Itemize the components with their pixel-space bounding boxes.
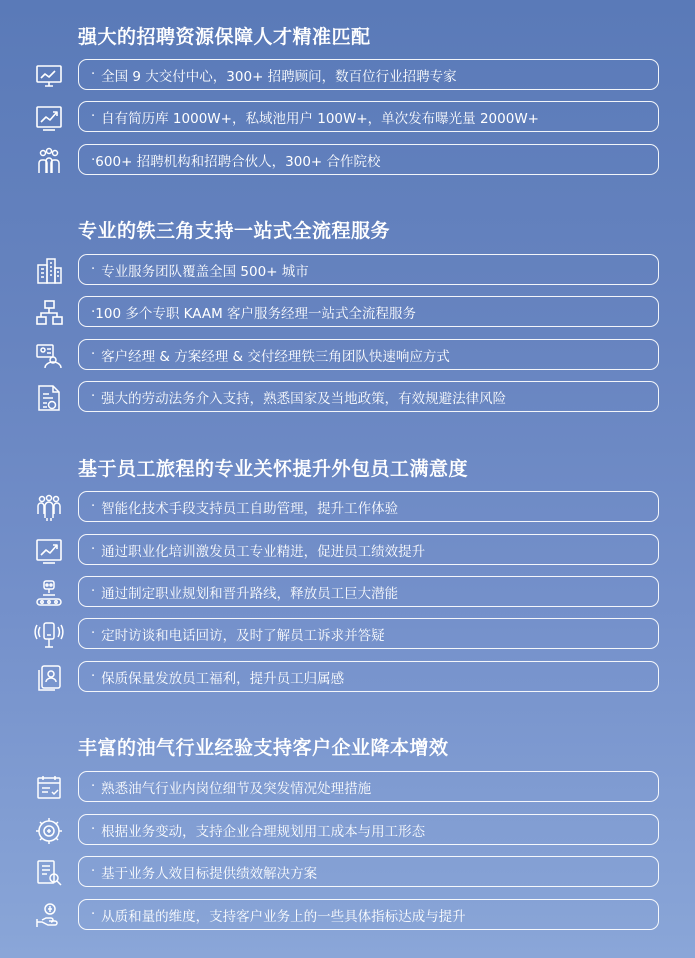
list-item xyxy=(0,899,695,933)
list-item xyxy=(0,856,695,890)
list-item xyxy=(0,101,695,135)
section-title: 丰富的油气行业经验支持客户企业降本增效 xyxy=(78,737,449,759)
buildings-icon xyxy=(33,255,65,287)
hand-coin-icon xyxy=(33,900,65,932)
info-pill: · 全国 9 大交付中心，300+ 招聘顾问，数百位行业招聘专家 xyxy=(78,59,659,90)
list-item xyxy=(0,534,695,568)
list-item xyxy=(0,296,695,330)
list-item xyxy=(0,381,695,415)
org-chart-icon xyxy=(33,297,65,329)
legal-document-icon xyxy=(33,382,65,414)
gear-settings-icon xyxy=(33,815,65,847)
info-pill: · 通过职业化培训激发员工专业精进，促进员工绩效提升 xyxy=(78,534,659,565)
people-group-icon xyxy=(33,492,65,524)
id-card-person-icon xyxy=(33,340,65,372)
info-pill: · 自有简历库 1000W+，私域池用户 100W+，单次发布曝光量 2000W+ xyxy=(78,101,659,132)
info-pill: · 智能化技术手段支持员工自助管理，提升工作体验 xyxy=(78,491,659,522)
trend-chart-icon xyxy=(33,102,65,134)
list-item xyxy=(0,254,695,288)
info-pill: · 根据业务变动，支持企业合理规划用工成本与用工形态 xyxy=(78,814,659,845)
list-item xyxy=(0,59,695,93)
info-pill: · 600+ 招聘机构和招聘合伙人，300+ 合作院校 xyxy=(78,144,659,175)
info-pill: · 定时访谈和电话回访，及时了解员工诉求并答疑 xyxy=(78,618,659,649)
info-pill: · 100 多个专职 KAAM 客户服务经理一站式全流程服务 xyxy=(78,296,659,327)
benefits-document-icon xyxy=(33,662,65,694)
list-item xyxy=(0,814,695,848)
list-item xyxy=(0,339,695,373)
document-search-icon xyxy=(33,857,65,889)
growth-chart-icon xyxy=(33,535,65,567)
info-pill: · 客户经理 & 方案经理 & 交付经理铁三角团队快速响应方式 xyxy=(78,339,659,370)
monitor-chart-icon xyxy=(33,60,65,92)
section-title: 强大的招聘资源保障人才精准匹配 xyxy=(78,26,371,48)
info-pill: · 基于业务人效目标提供绩效解决方案 xyxy=(78,856,659,887)
section-title: 基于员工旅程的专业关怀提升外包员工满意度 xyxy=(78,458,469,480)
list-item xyxy=(0,491,695,525)
info-pill: · 通过制定职业规划和晋升路线，释放员工巨大潜能 xyxy=(78,576,659,607)
list-item xyxy=(0,144,695,178)
info-pill: · 熟悉油气行业内岗位细节及突发情况处理措施 xyxy=(78,771,659,802)
info-pill: · 从质和量的维度，支持客户业务上的一些具体指标达成与提升 xyxy=(78,899,659,930)
phone-support-icon xyxy=(33,619,65,651)
info-pill: · 保质保量发放员工福利，提升员工归属感 xyxy=(78,661,659,692)
list-item xyxy=(0,576,695,610)
section-title: 专业的铁三角支持一站式全流程服务 xyxy=(78,220,391,242)
info-pill: · 强大的劳动法务介入支持，熟悉国家及当地政策，有效规避法律风险 xyxy=(78,381,659,412)
list-item xyxy=(0,618,695,652)
checklist-icon xyxy=(33,772,65,804)
team-people-icon xyxy=(33,145,65,177)
list-item xyxy=(0,771,695,805)
list-item xyxy=(0,661,695,695)
info-pill: · 专业服务团队覆盖全国 500+ 城市 xyxy=(78,254,659,285)
robot-conveyor-icon xyxy=(33,577,65,609)
